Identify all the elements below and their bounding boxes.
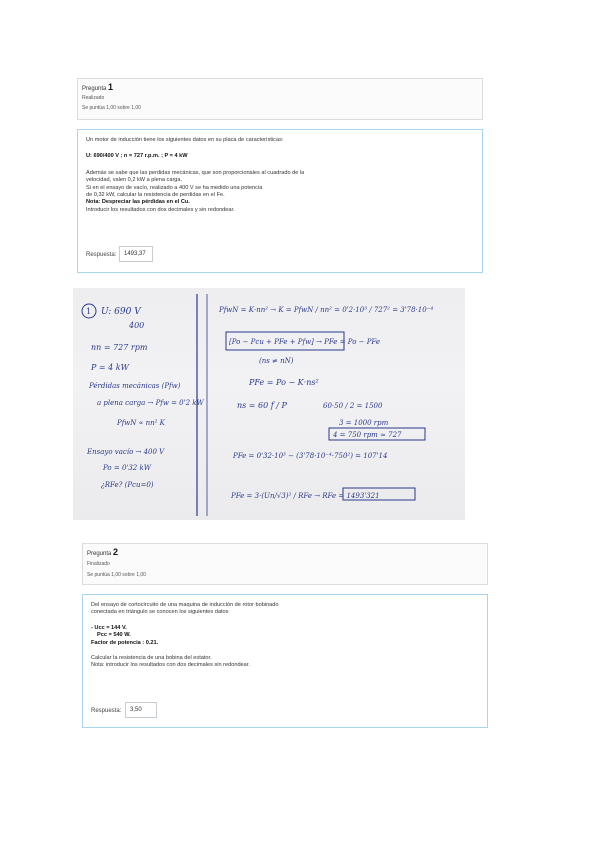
hw-left-8: Po = 0'32 kW xyxy=(103,464,151,472)
q1-line: velocidad, valen 0,2 kW a plena carga. xyxy=(86,177,183,184)
q1-question-box xyxy=(77,129,483,273)
hw-right-6: 3 = 1000 rpm xyxy=(339,419,389,427)
hw-left-2: nn = 727 rpm xyxy=(91,343,148,352)
q2-data-line: Pcc = 540 W. xyxy=(97,632,131,639)
q2-label: Pregunta xyxy=(87,551,112,557)
q1-status: Realizado xyxy=(82,95,105,101)
hw-right-8: PFe = 0'32·10³ − (3'78·10⁻⁴·750²) = 107'14 xyxy=(233,452,388,460)
hw-circled-number: 1 xyxy=(86,307,92,316)
q2-question-box xyxy=(82,594,488,728)
handwritten-notes-photo xyxy=(73,288,465,520)
q1-heading xyxy=(82,82,113,92)
hw-right-5: 60·50 / 2 = 1500 xyxy=(323,402,383,410)
q1-line: Introducir los resultados con dos decimales y sin redondear. xyxy=(86,206,235,213)
q2-info-box xyxy=(82,543,488,585)
hw-right-3: PFe = Po − K·ns² xyxy=(249,378,319,387)
q1-label: Pregunta xyxy=(82,86,107,92)
hw-left-5: a plena carga → Pfw = 0'2 kW xyxy=(97,399,204,407)
q2-heading xyxy=(87,547,118,557)
q2-data-line: Factor de potencia : 0.21. xyxy=(91,639,159,646)
q1-data-line: U: 690/400 V ; n = 727 r.p.m. ; P = 4 kW xyxy=(86,153,188,160)
q1-score: Se puntúa 1,00 sobre 1,00 xyxy=(82,105,141,111)
hw-right-2: (ns ≠ nN) xyxy=(259,357,294,365)
q2-line: Calcular la resistencia de una bobina del estator. xyxy=(91,655,212,662)
q1-number: 1 xyxy=(108,82,114,92)
hw-right-0: PfwN = K·nn² → K = PfwN / nn² = 0'2·10³ / 727² = 3'78·10⁻⁴ xyxy=(219,306,434,314)
q1-line: Además se sabe que las perdidas mecánicas, que son proporcionales al cuadrado de la xyxy=(86,169,305,176)
q2-answer-input[interactable]: 3,50 xyxy=(125,702,157,718)
hw-right-7: 4 = 750 rpm ≈ 727 xyxy=(333,431,402,439)
hw-left-7: Ensayo vacío → 400 V xyxy=(87,448,165,456)
q2-number: 2 xyxy=(113,547,119,557)
q2-status: Finalizado xyxy=(87,561,110,567)
q1-note: Nota: Despreciar las pérdidas en el Cu. xyxy=(86,199,190,206)
q1-answer-input[interactable]: 1493,37 xyxy=(119,246,153,262)
hw-right-4: ns = 60 f / P xyxy=(237,401,287,410)
hw-right-9: PFe = 3·(Un/√3)² / RFe → RFe = 1493'321 xyxy=(231,492,380,500)
hw-left-0: U: 690 V xyxy=(101,307,141,317)
q2-note: Nota: introducir los resultados con dos decimales sin redondear. xyxy=(91,662,250,669)
q1-line: Si en el ensayo de vacío, realizado a 400 V se ha medido una potencia xyxy=(86,184,263,191)
q1-info-box xyxy=(77,78,483,120)
q2-line: conectada en triángulo se conocen los siguientes datos xyxy=(91,609,229,616)
q2-answer-label: Respuesta: xyxy=(91,708,122,714)
q1-answer-label: Respuesta: xyxy=(86,252,117,258)
hw-left-6: PfwN ∝ nn² K xyxy=(117,419,165,427)
q2-score: Se puntúa 1,00 sobre 1,00 xyxy=(87,572,146,578)
q1-line: Un motor de inducción tiene los siguientes datos en su placa de características: xyxy=(86,137,284,143)
q2-line: Del ensayo de cortocircuito de una maquina de inducción de rotor bobinado xyxy=(91,602,279,608)
hw-right-1: [Po − Pcu + PFe + Pfw] → PFe = Po − PFe xyxy=(229,338,381,346)
hw-left-9: ¿RFe? (Pcu=0) xyxy=(101,481,154,489)
hw-left-1: 400 xyxy=(129,321,145,330)
hw-left-4: Pérdidas mecánicas (Pfw) xyxy=(89,382,181,390)
q2-data-line: - Ucc = 144 V. xyxy=(91,624,127,631)
q1-line: de 0,32 kW, calcular la resistencia de perdidas en el Fe. xyxy=(86,192,225,199)
hw-left-3: P = 4 kW xyxy=(91,363,129,372)
